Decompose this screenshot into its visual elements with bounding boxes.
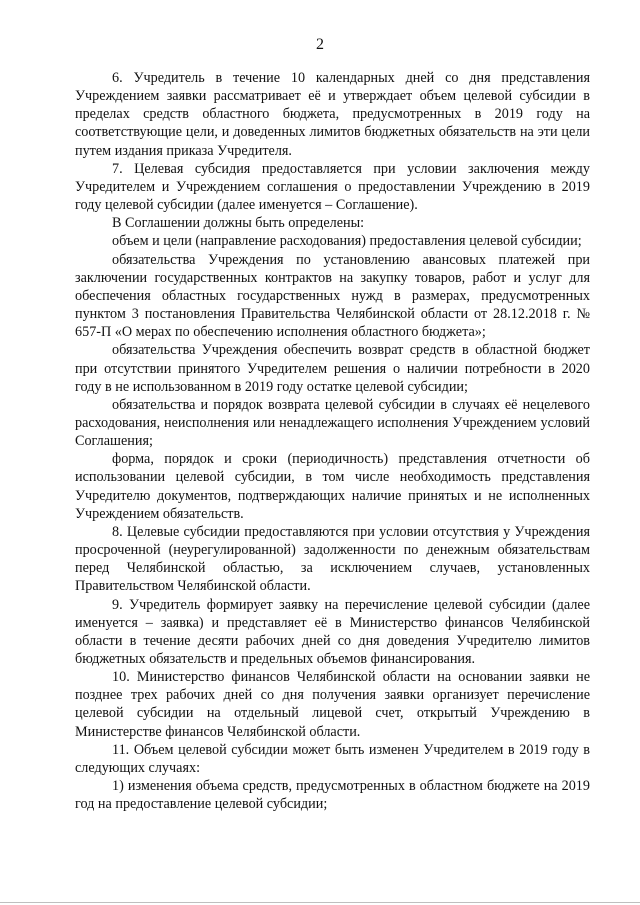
page-number: 2 xyxy=(316,36,324,53)
document-body xyxy=(75,69,590,813)
paragraph-8: 8. Целевые субсидии предоставляются при условии отсутствия у Учреждения просроченной (неурегулированной) задолженности по денежным обязательствам перед Челябинской областью, за исключением случаев, установленных Правительством Челябинской области. xyxy=(75,523,590,595)
paragraph-10: 10. Министерство финансов Челябинской области на основании заявки не позднее трех рабочих дней со дня получения заявки организует перечисление целевой субсидии на отдельный лицевой счет, открытый Учреждению в Министерстве финансов Челябинской области. xyxy=(75,669,590,740)
paragraph-11: 11. Объем целевой субсидии может быть изменен Учредителем в 2019 году в следующих случаях: xyxy=(75,741,590,776)
paragraph-9: 9. Учредитель формирует заявку на перечисление целевой субсидии (далее именуется – заявка) и представляет её в Министерство финансов Челябинской области в течение десяти рабочих дней со дня доведения Учредителю лимитов бюджетных обязательств и предельных объемов финансирования. xyxy=(75,596,590,667)
agreement-item-advances: обязательства Учреждения по установлению авансовых платежей при заключении государственных контрактов на закупку товаров, работ и услуг для обеспечения областных государственных нужд в размерах, предусмотренных пунктом 3 постановления Правительства Челябинской области от 28.12.2018 г. № 657-П «О мерах по обеспечению исполнения областного бюджета»; xyxy=(75,251,590,341)
page-bottom-edge xyxy=(0,902,640,903)
agreement-intro: В Соглашении должны быть определены: xyxy=(112,215,365,232)
agreement-item-volume: объем и цели (направление расходования) предоставления целевой субсидии; xyxy=(112,233,582,250)
paragraph-6: 6. Учредитель в течение 10 календарных дней со дня представления Учреждением заявки рассматривает её и утверждает объем целевой субсидии в пределах средств областного бюджета, предусмотренных в 2019 году на соответствующие цели, и доведенных лимитов бюджетных обязательств на эти цели путем издания приказа Учредителя. xyxy=(75,70,590,159)
paragraph-7: 7. Целевая субсидия предоставляется при условии заключения между Учредителем и Учреждением соглашения о предоставлении Учреждению в 2019 году целевой субсидии (далее именуется – Соглашение). xyxy=(75,160,590,214)
agreement-item-misuse: обязательства и порядок возврата целевой субсидии в случаях её нецелевого расходования, неисполнения или ненадлежащего исполнения Учреждением условий Соглашения; xyxy=(75,396,590,450)
agreement-item-return: обязательства Учреждения обеспечить возврат средств в областной бюджет при отсутствии принятого Учредителем решения о наличии потребности в 2020 году в не использованном в 2019 году остатке целевой субсидии; xyxy=(75,342,590,395)
agreement-item-reporting: форма, порядок и сроки (периодичность) представления отчетности об использовании целевой субсидии, в том числе необходимость представления Учредителю документов, подтверждающих наличие принятых и не исполненных Учреждением обязательств. xyxy=(75,451,590,522)
paragraph-11-item-1: 1) изменения объема средств, предусмотренных в областном бюджете на 2019 год на предоставление целевой субсидии; xyxy=(75,778,590,813)
